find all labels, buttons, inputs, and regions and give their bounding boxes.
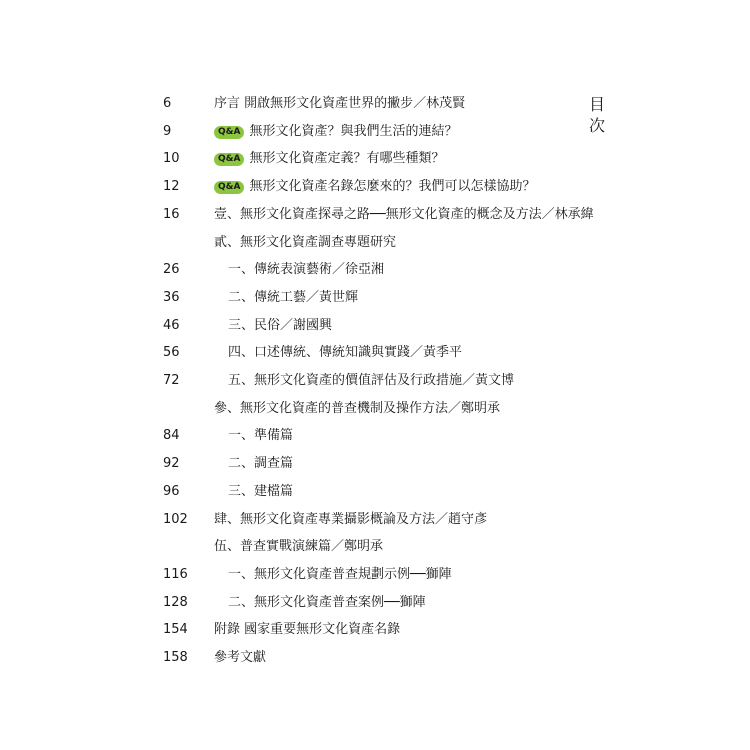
toc-entry-title xyxy=(214,94,465,114)
toc-page-number: 158 xyxy=(163,650,188,665)
qa-badge: Q&A xyxy=(214,181,244,194)
toc-entry-title xyxy=(214,122,457,142)
toc-entry xyxy=(0,371,750,391)
toc-entry xyxy=(0,343,750,363)
toc-page-number: 9 xyxy=(163,123,172,139)
toc-entry-label: 伍、普查實戰演練篇／鄭明承 xyxy=(214,539,384,555)
toc-entry xyxy=(0,177,750,197)
toc-entry-label: 一、準備篇 xyxy=(228,428,294,444)
toc-entry xyxy=(0,399,750,419)
toc-entry-label: 無形文化資產？與我們生活的連結？ xyxy=(249,123,458,139)
toc-page-number: 26 xyxy=(163,262,180,278)
toc-page-number: 46 xyxy=(163,317,180,333)
toc-entry-label: 貳、無形文化資產調查專題研究 xyxy=(214,234,397,250)
toc-entry-label: 五、無形文化資產的價值評估及行政措施／黃文博 xyxy=(228,373,515,388)
toc-page-number: 72 xyxy=(163,373,180,388)
toc-entry xyxy=(0,593,750,613)
toc-entry-label: 參、無形文化資產的普查機制及操作方法／鄭明承 xyxy=(214,400,501,416)
toc-entry xyxy=(0,149,750,169)
toc-entry-label: 無形文化資產名錄怎麼來的？我們可以怎樣協助？ xyxy=(249,179,536,195)
toc-entry-title xyxy=(214,177,535,197)
toc-entry-label: 一、傳統表演藝術／徐亞湘 xyxy=(228,262,385,278)
toc-page-number: 10 xyxy=(163,151,180,167)
toc-page-number: 56 xyxy=(163,345,180,361)
toc-entry-title xyxy=(228,260,384,280)
toc-page-number: 16 xyxy=(163,206,180,222)
toc-entry xyxy=(0,482,750,502)
toc-page-number: 128 xyxy=(163,594,188,610)
toc-entry-title xyxy=(228,593,426,613)
toc-page-number: 102 xyxy=(163,511,188,527)
toc-page-number: 12 xyxy=(163,179,180,195)
toc-entry-label: 二、調查篇 xyxy=(228,456,294,472)
toc-entry-title xyxy=(214,648,266,668)
toc-entry xyxy=(0,537,750,557)
toc-entry-title xyxy=(228,565,452,585)
toc-entry-label: 二、傳統工藝／黃世輝 xyxy=(228,289,359,305)
toc-entry-title xyxy=(214,537,383,557)
toc-page-number: 84 xyxy=(163,428,180,444)
toc-entry xyxy=(0,122,750,142)
toc-entry-label: 二、無形文化資產普查案例──獅陣 xyxy=(228,594,426,610)
toc-entry-title xyxy=(228,482,293,502)
toc-entry xyxy=(0,426,750,446)
toc-entry-title xyxy=(228,426,293,446)
toc-entry-title xyxy=(228,343,462,363)
toc-entry-title xyxy=(214,205,594,225)
toc-entry-label: 參考文獻 xyxy=(214,650,267,665)
toc-title: 目 次 xyxy=(588,95,605,135)
toc-page-number: 96 xyxy=(163,483,180,499)
toc-entry-label: 三、民俗／謝國興 xyxy=(228,317,333,333)
toc-entry xyxy=(0,233,750,253)
toc-page-number: 92 xyxy=(163,456,180,472)
toc-page-number: 6 xyxy=(163,96,172,111)
toc-entry-label: 一、無形文化資產普查規劃示例──獅陣 xyxy=(228,566,452,582)
toc-entry-label: 三、建檔篇 xyxy=(228,483,294,499)
toc-entry-title xyxy=(228,316,332,336)
toc-entry-title xyxy=(228,371,514,391)
toc-entry xyxy=(0,565,750,585)
toc-page-number: 154 xyxy=(163,622,188,638)
toc-entry-label: 無形文化資產定義？有哪些種類？ xyxy=(249,151,445,167)
toc-entry xyxy=(0,288,750,308)
toc-entry-title xyxy=(214,399,500,419)
toc-entry-label: 壹、無形文化資產探尋之路──無形文化資產的概念及方法／林承緯 xyxy=(214,206,594,222)
toc-entry-label: 附錄 國家重要無形文化資產名錄 xyxy=(214,622,401,638)
toc-entry xyxy=(0,260,750,280)
toc-entry xyxy=(0,648,750,668)
toc-entry-title xyxy=(214,620,400,640)
toc-entry xyxy=(0,620,750,640)
toc-entry-label: 肆、無形文化資產專業攝影概論及方法／趙守彥 xyxy=(214,511,488,527)
toc-entry-label: 四、口述傳統、傳統知識與實踐／黃季平 xyxy=(228,345,463,361)
toc-entry-title xyxy=(214,510,487,530)
toc-entry xyxy=(0,205,750,225)
toc-entry-title xyxy=(214,233,396,253)
toc-page-number: 116 xyxy=(163,566,188,582)
toc-entry-title xyxy=(228,288,358,308)
qa-badge: Q&A xyxy=(214,126,244,139)
qa-badge: Q&A xyxy=(214,153,244,166)
toc-entry-title xyxy=(228,454,293,474)
toc-entry xyxy=(0,94,750,114)
toc-entry xyxy=(0,510,750,530)
toc-page-number: 36 xyxy=(163,289,180,305)
toc-entry xyxy=(0,454,750,474)
toc-entry xyxy=(0,316,750,336)
toc-entry-title xyxy=(214,149,444,169)
toc-entry-label: 序言 開啟無形文化資產世界的撇步／林茂賢 xyxy=(214,96,466,111)
